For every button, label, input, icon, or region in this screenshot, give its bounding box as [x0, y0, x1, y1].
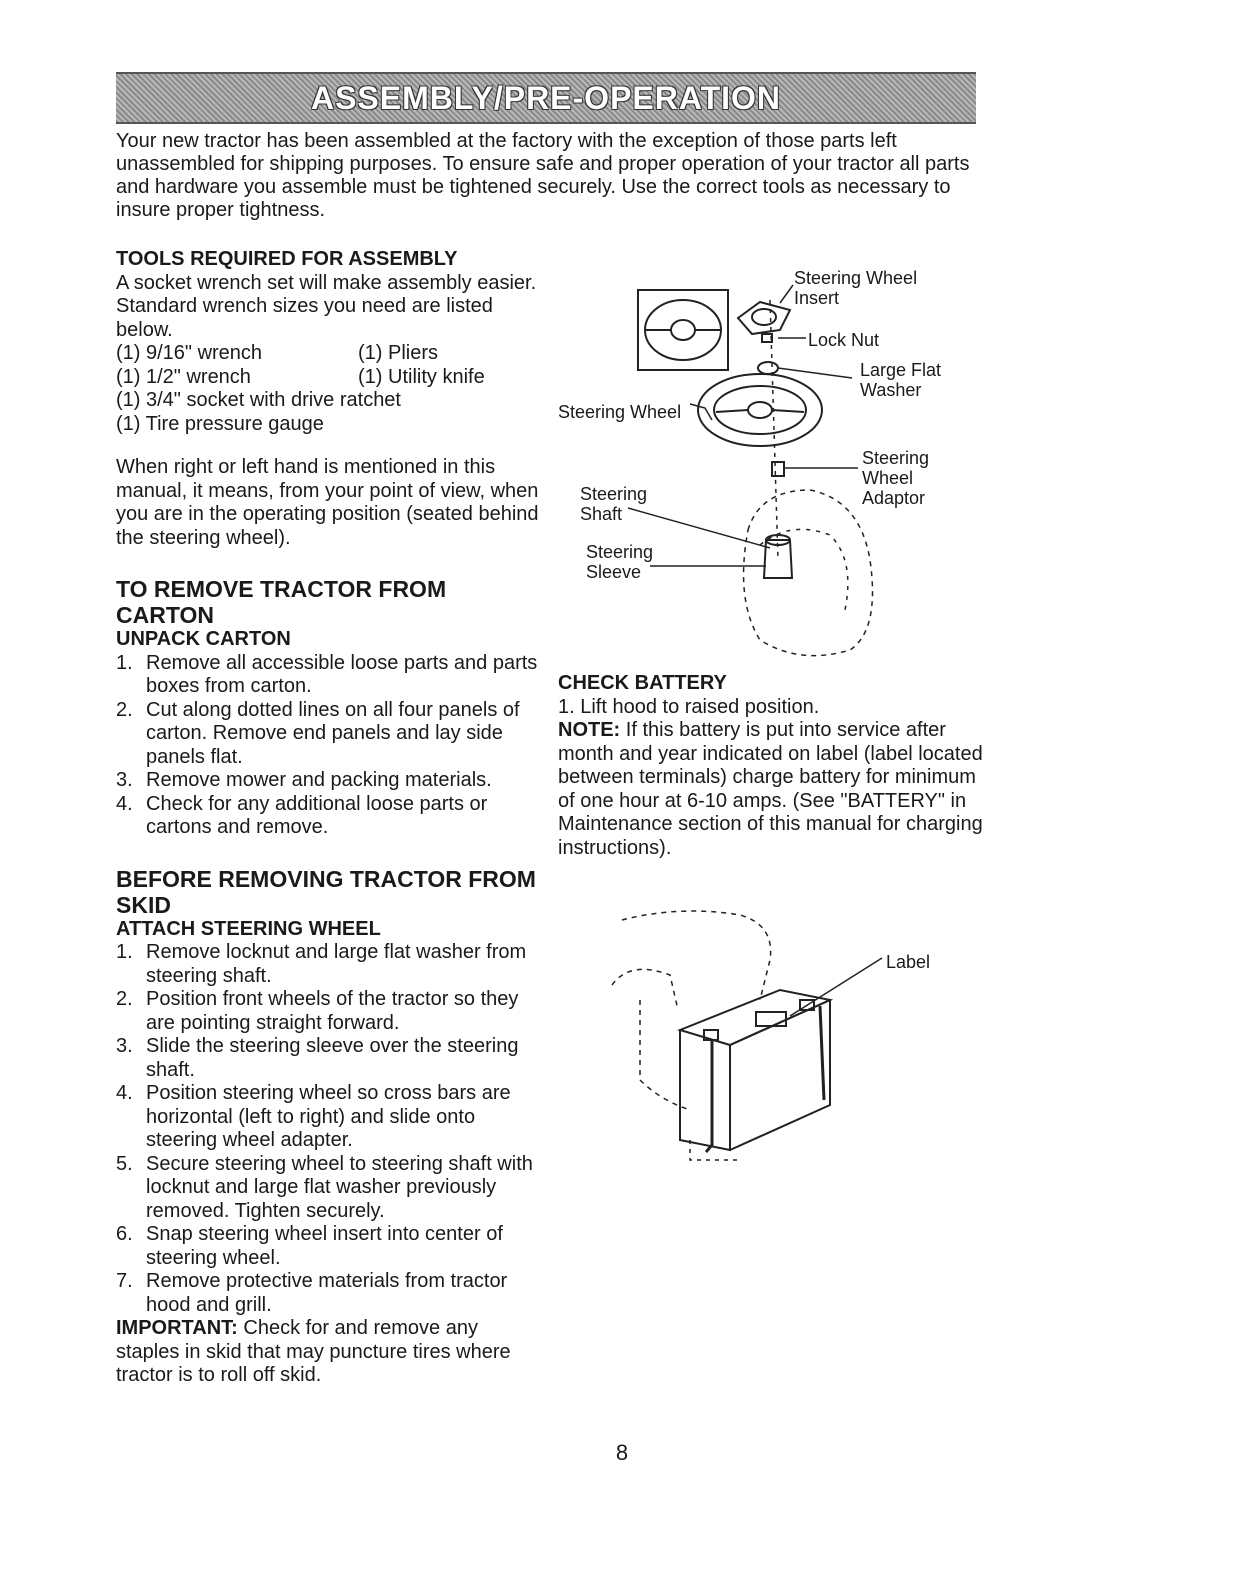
tool-item: (1) Tire pressure gauge — [116, 412, 324, 435]
battery-note: NOTE: If this battery is put into service after month and year indicated on label (label located between terminals) charge battery for minimum of one hour at 6-10 amps. (See "BATTERY" in Maintenance section of this manual for charging instructions). — [558, 719, 983, 859]
tools-text: A socket wrench set will make assembly easier. Standard wrench sizes you need are listed below. — [116, 271, 537, 341]
remove-heading: TO REMOVE TRACTOR FROM CARTON — [116, 576, 447, 628]
list-item: 2. Cut along dotted lines on all four panels of carton. Remove end panels and lay side panels flat. — [116, 698, 520, 768]
battery-step: 1. Lift hood to raised position. — [558, 695, 820, 718]
figure-label-shaft: Steering Shaft — [580, 484, 648, 524]
figure-label-sleeve: Steering Sleeve — [586, 542, 654, 582]
battery-label-shape — [756, 1012, 786, 1026]
page-title: ASSEMBLY/PRE-OPERATION — [310, 80, 782, 116]
list-item: 6. Snap steering wheel insert into center of steering wheel. — [116, 1223, 503, 1269]
list-item: 1. Remove all accessible loose parts and parts boxes from carton. — [116, 651, 538, 697]
list-item: 4. Position steering wheel so cross bars are horizontal (left to right) and slide onto steering wheel adapter. — [116, 1082, 511, 1151]
important-note: IMPORTANT: Check for and remove any staples in skid that may puncture tires where tractor is to roll off skid. — [116, 1317, 511, 1386]
list-item: 4. Check for any additional loose parts or cartons and remove. — [116, 792, 488, 838]
list-item: 3. Slide the steering sleeve over the steering shaft. — [116, 1035, 519, 1081]
tool-item: (1) Utility knife — [358, 365, 485, 388]
tools-heading: TOOLS REQUIRED FOR ASSEMBLY — [116, 248, 458, 270]
list-item: 7. Remove protective materials from tractor hood and grill. — [116, 1270, 508, 1316]
figure-label-lock-nut: Lock Nut — [808, 330, 880, 350]
list-item: 5. Secure steering wheel to steering shaft with locknut and large flat washer previously removed. Tighten securely. — [116, 1152, 533, 1222]
before-heading: BEFORE REMOVING TRACTOR FROM SKID — [116, 865, 536, 918]
figure-label-steering-wheel: Steering Wheel — [558, 402, 682, 422]
tool-item: (1) Pliers — [358, 342, 439, 364]
hand-note: When right or left hand is mentioned in this manual, it means, from your point of view, when you are in the operating position (seated behind the steering wheel). — [116, 456, 539, 549]
figure-label-washer: Large Flat Washer — [860, 360, 942, 400]
list-item: 1. Remove locknut and large flat washer from steering shaft. — [116, 941, 527, 987]
page-number: 8 — [615, 1440, 629, 1465]
figure-label-battery-label: Label — [886, 952, 931, 972]
intro-paragraph: Your new tractor has been assembled at the factory with the exception of those parts left unassembled for shipping purposes. To ensure safe and proper operation of your tractor all parts and hardware you assemble must be tightened securely. Use the correct tools as necessary to insure proper tightness. — [116, 130, 970, 221]
list-item: 2. Position front wheels of the tractor so they are pointing straight forward. — [116, 988, 519, 1034]
figure-label-adaptor: Steering Wheel Adaptor — [862, 448, 930, 508]
unpack-subheading: UNPACK CARTON — [116, 628, 291, 650]
attach-subheading: ATTACH STEERING WHEEL — [116, 917, 381, 940]
figure-label-insert: Steering Wheel Insert — [794, 268, 918, 308]
battery-heading: CHECK BATTERY — [558, 672, 727, 694]
tool-item: (1) 3/4" socket with drive ratchet — [116, 389, 401, 411]
list-item: 3. Remove mower and packing materials. — [116, 769, 492, 791]
tool-item: (1) 9/16" wrench — [116, 342, 263, 364]
tool-item: (1) 1/2" wrench — [116, 365, 251, 388]
